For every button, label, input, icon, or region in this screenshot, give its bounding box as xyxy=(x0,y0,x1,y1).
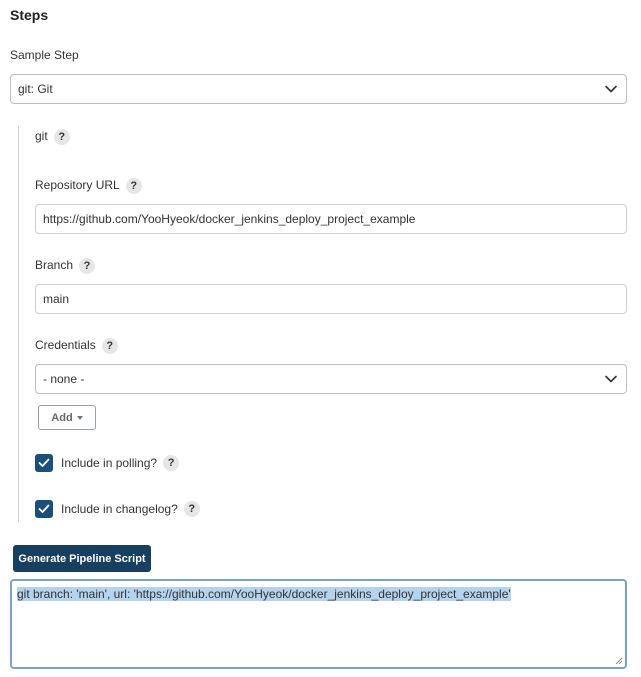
credentials-select[interactable] xyxy=(35,364,627,394)
generated-script-text: git branch: 'main', url: 'https://github.com/YooHyeok/docker_jenkins_deploy_project_example' xyxy=(17,587,511,601)
changelog-row xyxy=(35,500,200,518)
sample-step-selected-value: git: Git xyxy=(18,82,53,96)
changelog-label[interactable]: Include in changelog? xyxy=(61,502,178,516)
credentials-selected-value: - none - xyxy=(43,372,85,386)
checkmark-icon xyxy=(38,458,50,468)
steps-title: Steps xyxy=(10,7,49,23)
git-label: git xyxy=(35,129,48,144)
section-divider xyxy=(18,126,19,522)
branch-value: main xyxy=(43,292,70,306)
chevron-down-icon xyxy=(605,375,617,383)
credentials-row xyxy=(35,338,118,354)
changelog-help-icon[interactable]: ? xyxy=(184,501,200,517)
add-credentials-button[interactable] xyxy=(38,405,96,430)
resize-handle-icon[interactable] xyxy=(615,657,623,665)
polling-label[interactable]: Include in polling? xyxy=(61,456,158,470)
generated-script-textarea[interactable] xyxy=(10,579,627,669)
credentials-label: Credentials xyxy=(35,338,96,353)
polling-help-icon[interactable]: ? xyxy=(163,455,179,471)
branch-help-icon[interactable]: ? xyxy=(79,258,95,274)
sample-step-label: Sample Step xyxy=(10,48,79,62)
changelog-checkbox[interactable] xyxy=(35,500,53,518)
chevron-down-icon xyxy=(605,85,617,93)
branch-row xyxy=(35,258,95,274)
polling-row xyxy=(35,454,179,472)
credentials-help-icon[interactable]: ? xyxy=(102,338,118,354)
generate-pipeline-script-button[interactable]: Generate Pipeline Script xyxy=(13,545,151,572)
branch-input[interactable] xyxy=(35,284,627,314)
repository-url-label: Repository URL xyxy=(35,178,120,193)
repository-url-row xyxy=(35,178,142,194)
branch-label: Branch xyxy=(35,258,74,273)
repository-url-help-icon[interactable]: ? xyxy=(126,178,142,194)
repository-url-value: https://github.com/YooHyeok/docker_jenkins_deploy_project_example xyxy=(43,212,416,226)
caret-down-icon xyxy=(77,416,83,420)
sample-step-select[interactable] xyxy=(10,74,627,104)
git-help-icon[interactable]: ? xyxy=(54,129,70,145)
checkmark-icon xyxy=(38,504,50,514)
polling-checkbox[interactable] xyxy=(35,454,53,472)
repository-url-input[interactable] xyxy=(35,204,627,234)
git-section xyxy=(35,129,70,145)
add-credentials-label: Add xyxy=(51,411,73,424)
